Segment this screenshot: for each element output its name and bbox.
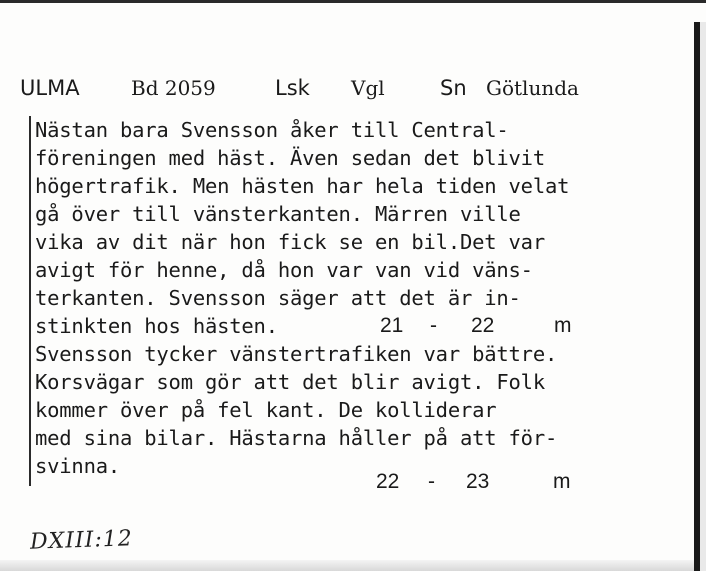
page-ref-1-dash: - (430, 314, 437, 337)
text-line-13: svinna. (35, 454, 120, 478)
left-margin-rule (29, 116, 31, 486)
text-line-1: Nästan bara Svensson åker till Central- (35, 118, 509, 142)
text-line-2: föreningen med häst. Även sedan det blivit (35, 146, 545, 170)
card-bottom-edge (0, 560, 694, 571)
text-line-3: högertrafik. Men hästen har hela tiden velat (35, 174, 570, 198)
text-line-10: Korsvägar som gör att det blir avigt. Folk (35, 370, 545, 394)
page-ref-2-to: 23 (466, 470, 490, 493)
text-line-4: gå över till vänsterkanten. Märren ville (35, 202, 521, 226)
text-line-6: avigt för henne, då hon var van vid väns- (35, 258, 533, 282)
text-line-11: kommer över på fel kant. De kolliderar (35, 398, 497, 422)
text-line-8: stinkten hos hästen. (35, 314, 278, 338)
volume-number: Bd 2059 (131, 76, 216, 100)
page-ref-2-dash: - (428, 470, 435, 493)
page-ref-1-from: 21 (380, 314, 404, 337)
handwritten-signature: DXIII:12 (29, 526, 134, 555)
card-right-shadow (700, 22, 706, 571)
text-line-7: terkanten. Svensson säger att det är in- (35, 286, 521, 310)
socken-label: Sn (440, 76, 467, 100)
page-ref-1-unit: m (554, 314, 572, 337)
socken-value: Götlunda (486, 76, 579, 100)
text-line-5: vika av dit när hon fick se en bil.Det var (35, 230, 545, 254)
card-top-edge (0, 0, 706, 3)
page-ref-2-unit: m (553, 470, 571, 493)
page-ref-2-from: 22 (376, 470, 400, 493)
card-header (0, 76, 700, 104)
landskap-value: Vgl (351, 76, 385, 100)
text-line-12: med sina bilar. Hästarna håller på att för- (35, 426, 558, 450)
page-ref-1-to: 22 (471, 314, 495, 337)
landskap-label: Lsk (275, 76, 310, 100)
text-line-9: Svensson tycker vänstertrafiken var bättre. (35, 342, 558, 366)
archive-code: ULMA (20, 76, 80, 100)
